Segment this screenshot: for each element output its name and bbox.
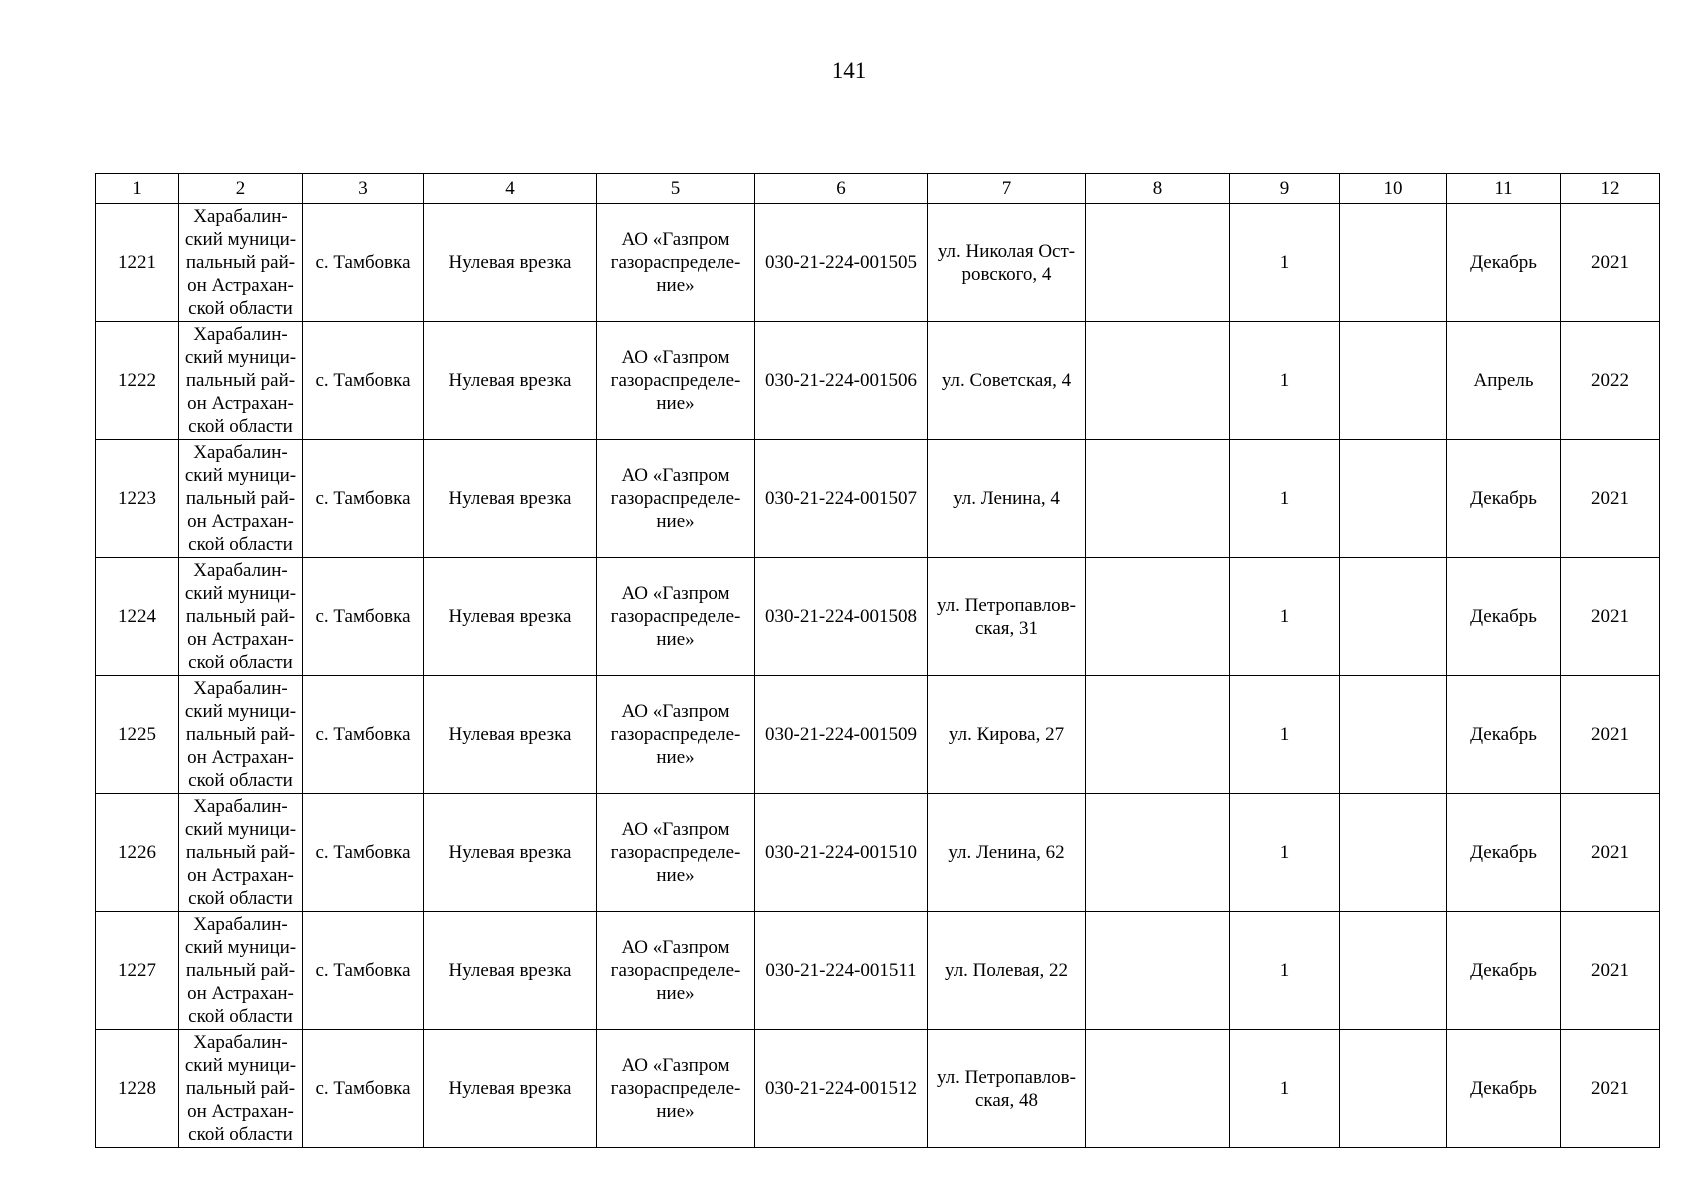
settlement-cell: с. Тамбовка — [303, 204, 424, 322]
object-id-cell: 030-21-224-001507 — [755, 440, 928, 558]
column-header: 9 — [1230, 174, 1340, 204]
connection-type-cell: Нулевая врезка — [424, 1030, 597, 1148]
settlement-cell: с. Тамбовка — [303, 794, 424, 912]
column-10-cell — [1340, 440, 1447, 558]
organization-cell: АО «Газпром газораспределе- ние» — [597, 1030, 755, 1148]
column-10-cell — [1340, 676, 1447, 794]
table-row — [96, 322, 1660, 440]
quantity-cell: 1 — [1230, 440, 1340, 558]
year-cell: 2021 — [1561, 558, 1660, 676]
settlement-cell: с. Тамбовка — [303, 558, 424, 676]
address-cell: ул. Советская, 4 — [928, 322, 1086, 440]
table-row — [96, 1030, 1660, 1148]
connection-type-cell: Нулевая врезка — [424, 676, 597, 794]
column-10-cell — [1340, 1030, 1447, 1148]
organization-cell: АО «Газпром газораспределе- ние» — [597, 322, 755, 440]
quantity-cell: 1 — [1230, 794, 1340, 912]
settlement-cell: с. Тамбовка — [303, 1030, 424, 1148]
district-cell: Харабалин- ский муници- пальный рай- он Астрахан- ской области — [179, 676, 303, 794]
settlement-cell: с. Тамбовка — [303, 322, 424, 440]
organization-cell: АО «Газпром газораспределе- ние» — [597, 558, 755, 676]
district-cell: Харабалин- ский муници- пальный рай- он Астрахан- ской области — [179, 440, 303, 558]
quantity-cell: 1 — [1230, 322, 1340, 440]
organization-cell: АО «Газпром газораспределе- ние» — [597, 912, 755, 1030]
row-number: 1227 — [96, 912, 179, 1030]
connection-type-cell: Нулевая врезка — [424, 322, 597, 440]
address-cell: ул. Петропавлов- ская, 31 — [928, 558, 1086, 676]
column-header: 8 — [1086, 174, 1230, 204]
row-number: 1221 — [96, 204, 179, 322]
column-header: 3 — [303, 174, 424, 204]
column-header: 4 — [424, 174, 597, 204]
page-number: 141 — [831, 58, 867, 83]
organization-cell: АО «Газпром газораспределе- ние» — [597, 440, 755, 558]
table-row — [96, 912, 1660, 1030]
column-header: 10 — [1340, 174, 1447, 204]
object-id-cell: 030-21-224-001505 — [755, 204, 928, 322]
table-row — [96, 558, 1660, 676]
column-10-cell — [1340, 912, 1447, 1030]
column-header: 6 — [755, 174, 928, 204]
district-cell: Харабалин- ский муници- пальный рай- он Астрахан- ской области — [179, 794, 303, 912]
month-cell: Декабрь — [1447, 912, 1561, 1030]
column-header: 2 — [179, 174, 303, 204]
month-cell: Декабрь — [1447, 204, 1561, 322]
column-header: 12 — [1561, 174, 1660, 204]
organization-cell: АО «Газпром газораспределе- ние» — [597, 676, 755, 794]
organization-cell: АО «Газпром газораспределе- ние» — [597, 794, 755, 912]
district-cell: Харабалин- ский муници- пальный рай- он Астрахан- ской области — [179, 558, 303, 676]
month-cell: Апрель — [1447, 322, 1561, 440]
address-cell: ул. Николая Ост- ровского, 4 — [928, 204, 1086, 322]
row-number: 1228 — [96, 1030, 179, 1148]
year-cell: 2021 — [1561, 204, 1660, 322]
object-id-cell: 030-21-224-001508 — [755, 558, 928, 676]
column-8-cell — [1086, 676, 1230, 794]
column-header: 11 — [1447, 174, 1561, 204]
table-row — [96, 794, 1660, 912]
table-row — [96, 204, 1660, 322]
settlement-cell: с. Тамбовка — [303, 676, 424, 794]
month-cell: Декабрь — [1447, 676, 1561, 794]
district-cell: Харабалин- ский муници- пальный рай- он Астрахан- ской области — [179, 1030, 303, 1148]
settlement-cell: с. Тамбовка — [303, 912, 424, 1030]
month-cell: Декабрь — [1447, 558, 1561, 676]
quantity-cell: 1 — [1230, 1030, 1340, 1148]
column-10-cell — [1340, 204, 1447, 322]
district-cell: Харабалин- ский муници- пальный рай- он Астрахан- ской области — [179, 204, 303, 322]
register-table — [95, 173, 1660, 1148]
year-cell: 2021 — [1561, 1030, 1660, 1148]
address-cell: ул. Ленина, 62 — [928, 794, 1086, 912]
column-8-cell — [1086, 558, 1230, 676]
connection-type-cell: Нулевая врезка — [424, 204, 597, 322]
row-number: 1225 — [96, 676, 179, 794]
address-cell: ул. Ленина, 4 — [928, 440, 1086, 558]
month-cell: Декабрь — [1447, 1030, 1561, 1148]
object-id-cell: 030-21-224-001506 — [755, 322, 928, 440]
column-8-cell — [1086, 794, 1230, 912]
column-10-cell — [1340, 322, 1447, 440]
column-header: 1 — [96, 174, 179, 204]
district-cell: Харабалин- ский муници- пальный рай- он Астрахан- ской области — [179, 912, 303, 1030]
year-cell: 2021 — [1561, 440, 1660, 558]
connection-type-cell: Нулевая врезка — [424, 794, 597, 912]
year-cell: 2021 — [1561, 676, 1660, 794]
quantity-cell: 1 — [1230, 204, 1340, 322]
column-number-row — [96, 174, 1660, 204]
object-id-cell: 030-21-224-001512 — [755, 1030, 928, 1148]
table-header — [96, 174, 1660, 204]
month-cell: Декабрь — [1447, 794, 1561, 912]
column-header: 5 — [597, 174, 755, 204]
row-number: 1222 — [96, 322, 179, 440]
column-10-cell — [1340, 794, 1447, 912]
row-number: 1224 — [96, 558, 179, 676]
table-row — [96, 440, 1660, 558]
column-10-cell — [1340, 558, 1447, 676]
month-cell: Декабрь — [1447, 440, 1561, 558]
row-number: 1226 — [96, 794, 179, 912]
year-cell: 2021 — [1561, 912, 1660, 1030]
table-row — [96, 676, 1660, 794]
quantity-cell: 1 — [1230, 676, 1340, 794]
object-id-cell: 030-21-224-001511 — [755, 912, 928, 1030]
object-id-cell: 030-21-224-001510 — [755, 794, 928, 912]
organization-cell: АО «Газпром газораспределе- ние» — [597, 204, 755, 322]
quantity-cell: 1 — [1230, 912, 1340, 1030]
district-cell: Харабалин- ский муници- пальный рай- он Астрахан- ской области — [179, 322, 303, 440]
row-number: 1223 — [96, 440, 179, 558]
year-cell: 2022 — [1561, 322, 1660, 440]
column-8-cell — [1086, 1030, 1230, 1148]
year-cell: 2021 — [1561, 794, 1660, 912]
connection-type-cell: Нулевая врезка — [424, 912, 597, 1030]
connection-type-cell: Нулевая врезка — [424, 558, 597, 676]
column-8-cell — [1086, 440, 1230, 558]
quantity-cell: 1 — [1230, 558, 1340, 676]
address-cell: ул. Кирова, 27 — [928, 676, 1086, 794]
column-8-cell — [1086, 322, 1230, 440]
address-cell: ул. Полевая, 22 — [928, 912, 1086, 1030]
table-body — [96, 204, 1660, 1148]
settlement-cell: с. Тамбовка — [303, 440, 424, 558]
column-8-cell — [1086, 204, 1230, 322]
column-8-cell — [1086, 912, 1230, 1030]
address-cell: ул. Петропавлов- ская, 48 — [928, 1030, 1086, 1148]
column-header: 7 — [928, 174, 1086, 204]
object-id-cell: 030-21-224-001509 — [755, 676, 928, 794]
connection-type-cell: Нулевая врезка — [424, 440, 597, 558]
